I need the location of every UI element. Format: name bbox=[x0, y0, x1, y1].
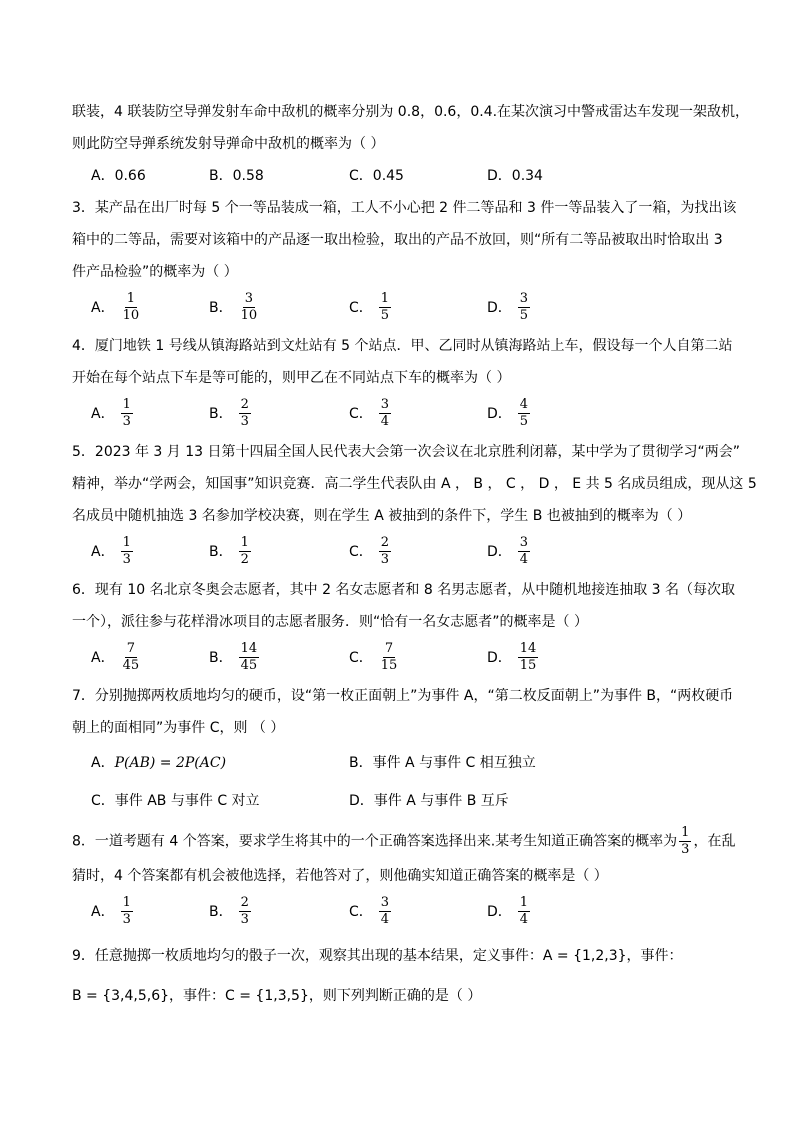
q4-line-2: 开始在每个站点下车是等可能的，则甲乙在不同站点下车的概率为（ ） bbox=[72, 370, 511, 386]
q8-option-a: A． $\frac{1}{3}$ bbox=[91, 895, 131, 927]
fraction: $\frac{3}{10}$ bbox=[240, 291, 258, 323]
q3-option-a: A． $\frac{1}{10}$ bbox=[91, 291, 140, 323]
fraction: $\frac{7}{15}$ bbox=[380, 641, 398, 673]
fraction: $\frac{3}{4}$ bbox=[519, 535, 529, 567]
q5-option-a: A． $\frac{1}{3}$ bbox=[91, 535, 131, 567]
q3-option-d: D． $\frac{3}{5}$ bbox=[487, 291, 529, 323]
fraction: $\frac{1}{2}$ bbox=[240, 535, 249, 567]
q5-option-b: B． $\frac{1}{2}$ bbox=[209, 535, 249, 567]
q2-option-d: D．0.34 bbox=[487, 168, 543, 184]
q9-line-1: 9．任意抛掷一枚质地均匀的骰子一次，观察其出现的基本结果，定义事件：A = {1,2,3}，事件： bbox=[72, 948, 683, 964]
fraction: $\frac{1}{5}$ bbox=[380, 291, 390, 323]
q7-option-c: C．事件 AB 与事件 C 对立 bbox=[91, 793, 260, 809]
q2-line-1: 联装，4 联装防空导弹发射车命中敌机的概率分别为 0.8，0.6，0.4.在某次演习中警戒雷达车发现一架敌机， bbox=[72, 104, 750, 120]
fraction: $\frac{1}{10}$ bbox=[122, 291, 140, 323]
fraction: $\frac{7}{45}$ bbox=[122, 641, 140, 673]
q8-line-2: 猜时，4 个答案都有机会被他选择，若他答对了，则他确实知道正确答案的概率是（ ） bbox=[72, 868, 608, 884]
fraction: $\frac{3}{5}$ bbox=[519, 291, 529, 323]
q6-option-c: C． $\frac{7}{15}$ bbox=[349, 641, 398, 673]
fraction: $\frac{3}{4}$ bbox=[380, 895, 390, 927]
q4-line-1: 4．厦门地铁 1 号线从镇海路站到文灶站有 5 个站点．甲、乙同时从镇海路站上车，假设每一个人自第二站 bbox=[72, 338, 733, 354]
fraction: $\frac{14}{15}$ bbox=[519, 641, 537, 673]
q3-line-3: 件产品检验”的概率为（ ） bbox=[72, 264, 238, 280]
q2-option-a: A．0.66 bbox=[91, 168, 146, 184]
q6-line-2: 一个），派往参与花样滑冰项目的志愿者服务．则“恰有一名女志愿者”的概率是（ ） bbox=[72, 614, 588, 630]
q5-line-2: 精神，举办“学两会，知国事”知识竞赛．高二学生代表队由 A ， B ， C ， D ， E 共 5 名成员组成，现从这 5 bbox=[72, 476, 757, 492]
fraction: $\frac{2}{3}$ bbox=[240, 895, 249, 927]
q6-option-d: D． $\frac{14}{15}$ bbox=[487, 641, 537, 673]
q5-option-c: C． $\frac{2}{3}$ bbox=[349, 535, 390, 567]
q6-line-1: 6．现有 10 名北京冬奥会志愿者，其中 2 名女志愿者和 8 名男志愿者，从中随机地接连抽取 3 名（每次取 bbox=[72, 582, 736, 598]
q4-option-b: B． $\frac{2}{3}$ bbox=[209, 397, 249, 429]
q6-option-b: B． $\frac{14}{45}$ bbox=[209, 641, 258, 673]
fraction: $\frac{1}{3}$ bbox=[122, 397, 131, 429]
q2-option-b: B．0.58 bbox=[209, 168, 264, 184]
q8-option-c: C． $\frac{3}{4}$ bbox=[349, 895, 390, 927]
q3-option-b: B． $\frac{3}{10}$ bbox=[209, 291, 258, 323]
q4-option-a: A． $\frac{1}{3}$ bbox=[91, 397, 131, 429]
q8-option-d: D． $\frac{1}{4}$ bbox=[487, 895, 529, 927]
fraction: $\frac{1}{3}$ bbox=[122, 535, 131, 567]
q7-option-d: D．事件 A 与事件 B 互斥 bbox=[349, 793, 509, 809]
q5-line-1: 5．2023 年 3 月 13 日第十四届全国人民代表大会第一次会议在北京胜利闭幕，某中学为了贯彻学习“两会” bbox=[72, 444, 741, 460]
q9-line-2: B = {3,4,5,6}，事件：C = {1,3,5}，则下列判断正确的是（ ） bbox=[72, 988, 482, 1004]
q3-line-1: 3．某产品在出厂时每 5 个一等品装成一箱，工人不小心把 2 件二等品和 3 件一等品装入了一箱，为找出该 bbox=[72, 200, 737, 216]
fraction: $\frac{4}{5}$ bbox=[519, 397, 529, 429]
fraction: $\frac{3}{4}$ bbox=[380, 397, 390, 429]
q7-option-b: B．事件 A 与事件 C 相互独立 bbox=[349, 755, 536, 771]
fraction: $\frac{1}{3}$ bbox=[681, 825, 690, 857]
q6-option-a: A． $\frac{7}{45}$ bbox=[91, 641, 140, 673]
fraction: $\frac{1}{3}$ bbox=[122, 895, 131, 927]
q3-option-c: C． $\frac{1}{5}$ bbox=[349, 291, 390, 323]
q3-line-2: 箱中的二等品，需要对该箱中的产品逐一取出检验，取出的产品不放回，则“所有二等品被取出时恰取出 3 bbox=[72, 232, 723, 248]
q2-line-2: 则此防空导弹系统发射导弹命中敌机的概率为（ ） bbox=[72, 136, 385, 152]
fraction: $\frac{1}{4}$ bbox=[519, 895, 529, 927]
q5-option-d: D． $\frac{3}{4}$ bbox=[487, 535, 529, 567]
fraction: $\frac{14}{45}$ bbox=[240, 641, 258, 673]
fraction: $\frac{2}{3}$ bbox=[240, 397, 249, 429]
q4-option-d: D． $\frac{4}{5}$ bbox=[487, 397, 529, 429]
q7-line-1: 7．分别抛掷两枚质地均匀的硬币，设“第一枚正面朝上”为事件 A，“第二枚反面朝上”为事件 B，“两枚硬币 bbox=[72, 688, 734, 704]
q4-option-c: C． $\frac{3}{4}$ bbox=[349, 397, 390, 429]
fraction: $\frac{2}{3}$ bbox=[380, 535, 390, 567]
q2-option-c: C．0.45 bbox=[349, 168, 404, 184]
q8-option-b: B． $\frac{2}{3}$ bbox=[209, 895, 249, 927]
q5-line-3: 名成员中随机抽选 3 名参加学校决赛，则在学生 A 被抽到的条件下，学生 B 也被抽到的概率为（ ） bbox=[72, 508, 692, 524]
q8-line-1: 8．一道考题有 4 个答案，要求学生将其中的一个正确答案选择出来.某考生知道正确答案的概率为 $\frac{1}{3}$ ，在乱 bbox=[72, 825, 736, 857]
q7-line-2: 朝上的面相同”为事件 C，则 （ ） bbox=[72, 720, 285, 736]
q7-option-a: A．P(AB) = 2P(AC) bbox=[91, 755, 227, 771]
